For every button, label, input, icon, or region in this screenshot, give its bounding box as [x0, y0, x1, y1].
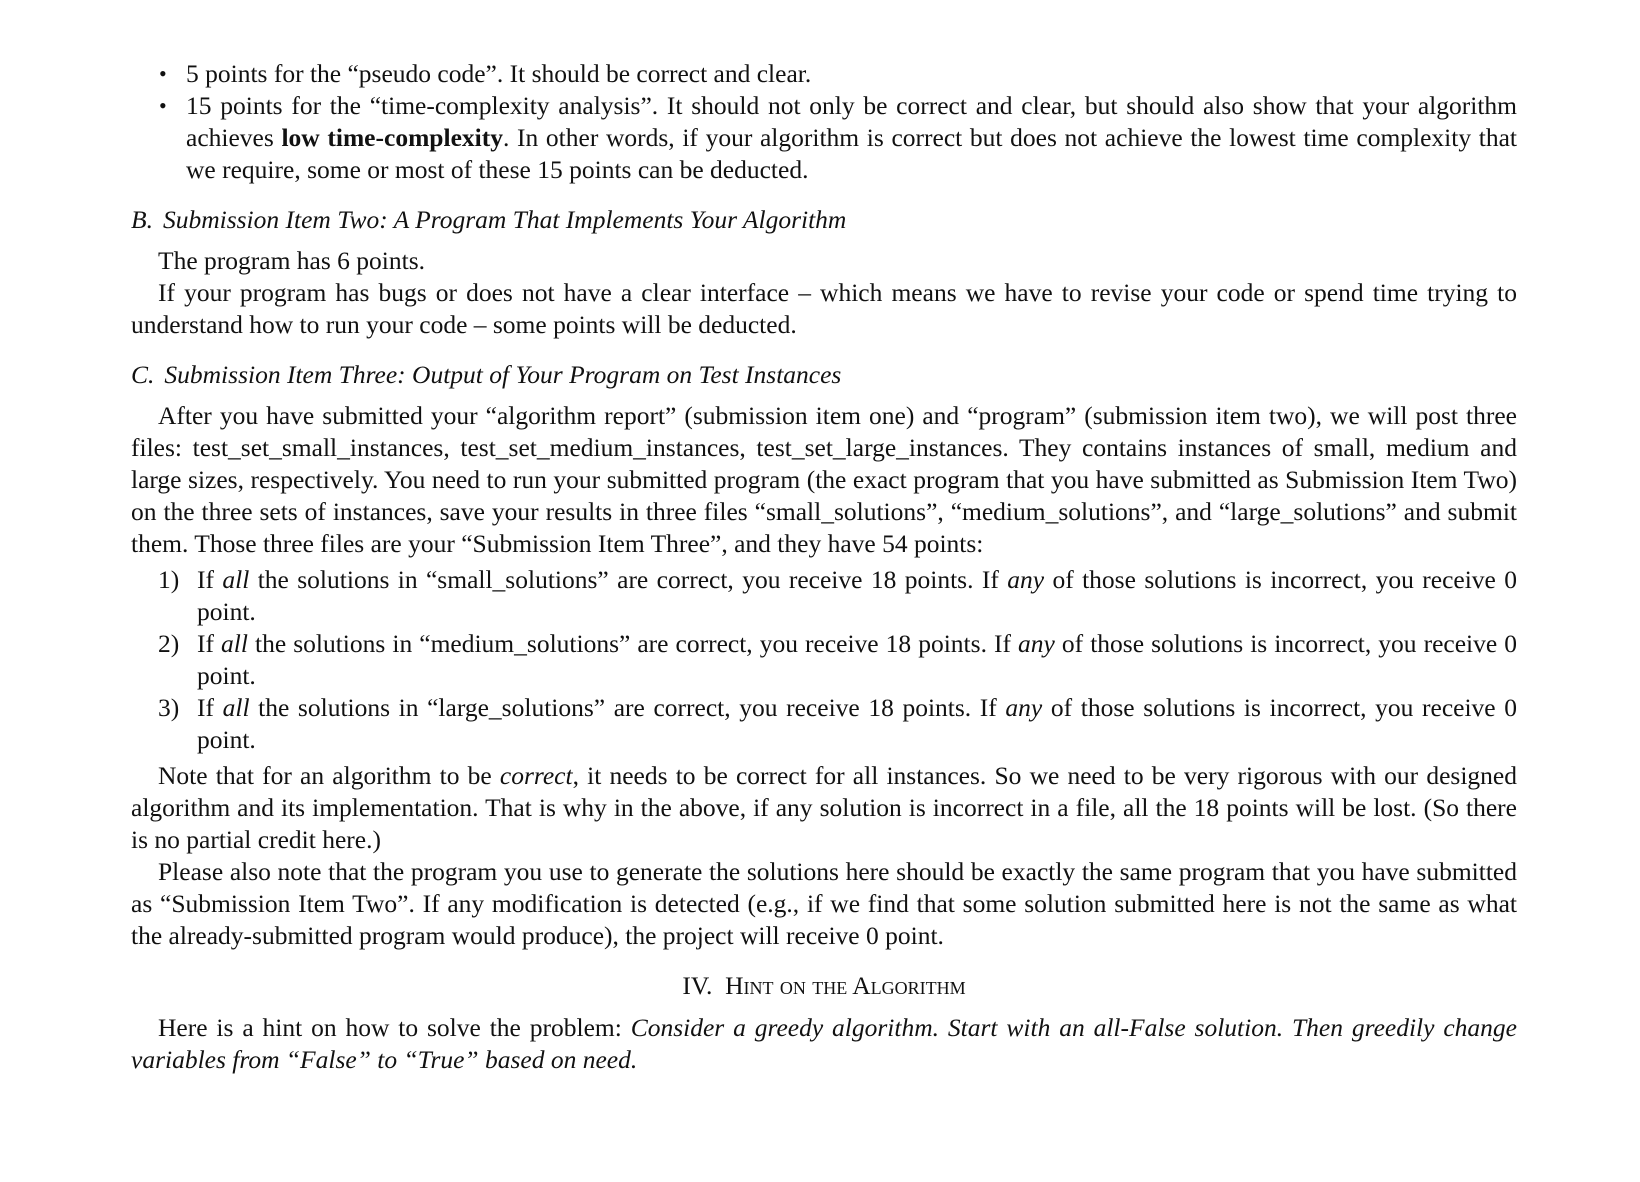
- item-text: the solutions in “medium_solutions” are correct, you receive 18 points. If: [247, 629, 1019, 658]
- item-text: the solutions in “small_solutions” are correct, you receive 18 points. If: [249, 565, 1008, 594]
- section-numeral: IV.: [682, 971, 713, 1000]
- bullet-item-pseudo-code: [131, 58, 1517, 90]
- list-item: [131, 692, 1517, 756]
- list-item: [131, 564, 1517, 628]
- item-text: of those solutions is incorrect, you receive 0 point.: [197, 565, 1518, 626]
- section-title: Hint on the Algorithm: [725, 971, 966, 1000]
- item-emphasis: any: [1018, 629, 1055, 658]
- bullet-text: 5 points for the “pseudo code”. It should be correct and clear.: [186, 59, 812, 88]
- list-number: 1): [158, 565, 180, 594]
- item-text: of those solutions is incorrect, you receive 0 point.: [197, 693, 1517, 754]
- note-emphasis: correct: [499, 761, 573, 790]
- note-text: , it needs to be correct for all instances. So we need to be very rigorous with our designed algorithm and its implementation. That is why in the above, if any solution is incorrect in a file, all the 18 points will be lost. (So there is no partial credit here.): [131, 761, 1517, 854]
- item-text: If: [197, 565, 223, 594]
- grading-bullet-list: [131, 58, 1517, 186]
- paragraph: If your program has bugs or does not have a clear interface – which means we have to revise your code or spend time trying to understand how to run your code – some points will be deducted.: [131, 278, 1517, 339]
- list-number: 3): [158, 693, 180, 722]
- subsection-heading-c: [131, 359, 1517, 391]
- subsection-title: Submission Item Three: Output of Your Program on Test Instances: [164, 360, 842, 389]
- paragraph: The program has 6 points.: [158, 246, 425, 275]
- subsection-title: Submission Item Two: A Program That Implements Your Algorithm: [162, 205, 847, 234]
- note-text: Note that for an algorithm to be: [158, 761, 500, 790]
- item-text: of those solutions is incorrect, you receive 0 point.: [197, 629, 1518, 690]
- subsection-letter: C.: [131, 360, 155, 389]
- item-text: If: [197, 629, 222, 658]
- bullet-text-end: . In other words, if your algorithm is correct but does not achieve the lowest time complexity that we require, some or most of these 15 points can be deducted.: [186, 123, 1517, 184]
- item-emphasis: all: [222, 565, 250, 594]
- hint-emphasis: Consider a greedy algorithm. Start with an all-False solution. Then greedily change variables from “False” to “True” based on need.: [131, 1013, 1517, 1074]
- bullet-item-time-complexity: [131, 90, 1517, 186]
- paragraph-note: [131, 760, 1517, 856]
- list-item: [131, 628, 1517, 692]
- paragraph: After you have submitted your “algorithm report” (submission item one) and “program” (submission item two), we will post three files: test_set_small_instances, test_set_medium_instances, test_set_large_instances. They contains instances of small, medium and large sizes, respectively. You need to run your submitted program (the exact program that you have submitted as Submission Item Two) on the three sets of instances, save your results in three files “small_solutions”, “medium_solutions”, and “large_solutions” and submit them. Those three files are your “Submission Item Three”, and they have 54 points:: [131, 401, 1517, 558]
- item-text: If: [197, 693, 223, 722]
- paragraph: Please also note that the program you use to generate the solutions here should be exactly the same program that you have submitted as “Submission Item Two”. If any modification is detected (e.g., if we find that some solution submitted here is not the same as what the already-submitted program would produce), the project will receive 0 point.: [131, 857, 1517, 950]
- item-emphasis: any: [1005, 693, 1043, 722]
- paragraph-hint: [131, 1012, 1517, 1076]
- item-text: the solutions in “large_solutions” are correct, you receive 18 points. If: [249, 693, 1006, 722]
- subsection-heading-b: [131, 204, 1517, 236]
- document-page: [131, 58, 1517, 1076]
- item-emphasis: all: [221, 629, 248, 658]
- scoring-enumerated-list: [131, 564, 1517, 756]
- bullet-bold-phrase: low time-complexity: [281, 123, 503, 152]
- bullet-text-start: 15 points for the “time-complexity analysis”. It should not only be correct and clear, but should also show that your algorithm achieves: [186, 91, 1517, 152]
- item-emphasis: any: [1007, 565, 1045, 594]
- bullet-icon: •: [159, 93, 167, 118]
- item-emphasis: all: [222, 693, 250, 722]
- hint-text: Here is a hint on how to solve the problem:: [158, 1013, 631, 1042]
- bullet-icon: •: [159, 61, 167, 86]
- section-heading-iv: [131, 970, 1517, 1002]
- subsection-letter: B.: [131, 205, 153, 234]
- list-number: 2): [158, 629, 180, 658]
